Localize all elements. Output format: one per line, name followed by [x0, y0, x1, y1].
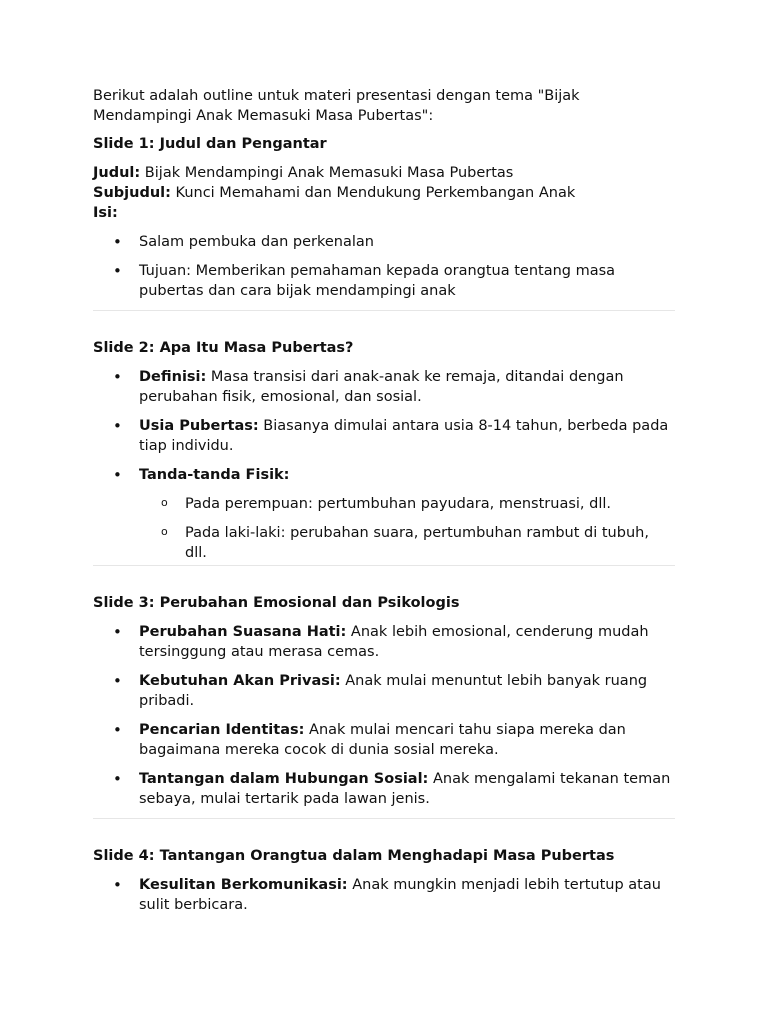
list-item: • Pencarian Identitas: Anak mulai mencari tahu siapa mereka dan bagaimana mereka cocok di dunia sosial mereka. [93, 720, 675, 760]
slide-1-heading: Slide 1: Judul dan Pengantar [93, 136, 327, 152]
list-item: • Kebutuhan Akan Privasi: Anak mulai menuntut lebih banyak ruang pribadi. [93, 671, 675, 711]
section-divider [93, 818, 675, 819]
slide-1-list [93, 232, 675, 301]
slide-3-list [93, 622, 675, 809]
slide-2-list [93, 367, 675, 563]
slide-2-section [93, 338, 675, 563]
slide-1-section [93, 134, 675, 301]
judul-label: Judul: [93, 165, 141, 181]
list-item: • Kesulitan Berkomunikasi: Anak mungkin menjadi lebih tertutup atau sulit berbicara. [93, 875, 675, 915]
sub-list-item: o Pada laki-laki: perubahan suara, pertumbuhan rambut di tubuh, dll. [139, 523, 675, 563]
judul-line [93, 163, 675, 183]
section-divider [93, 310, 675, 311]
slide-3-heading: Slide 3: Perubahan Emosional dan Psikologis [93, 595, 460, 611]
list-item: • Salam pembuka dan perkenalan [93, 232, 675, 252]
subjudul-value: Kunci Memahami dan Mendukung Perkembangan Anak [170, 185, 576, 201]
isi-line [93, 203, 675, 223]
list-item: • Tanda-tanda Fisik: o Pada perempuan: pertumbuhan payudara, menstruasi, dll. o Pada laki-laki: perubahan suara, pertumbuhan rambut di tubuh, dll. [93, 465, 675, 563]
intro-paragraph: Berikut adalah outline untuk materi presentasi dengan tema "Bijak Mendampingi Anak Memasuki Masa Pubertas": [93, 88, 580, 124]
list-item: • Definisi: Masa transisi dari anak-anak ke remaja, ditandai dengan perubahan fisik, emosional, dan sosial. [93, 367, 675, 407]
slide-1-meta [93, 163, 675, 223]
sub-list-item: o Pada perempuan: pertumbuhan payudara, menstruasi, dll. [139, 494, 675, 514]
judul-value: Bijak Mendampingi Anak Memasuki Masa Pubertas [140, 165, 514, 181]
slide-2-heading: Slide 2: Apa Itu Masa Pubertas? [93, 340, 354, 356]
list-item: • Perubahan Suasana Hati: Anak lebih emosional, cenderung mudah tersinggung atau merasa cemas. [93, 622, 675, 662]
subjudul-line [93, 183, 675, 203]
slide-4-section [93, 846, 675, 915]
document-page [93, 86, 675, 924]
list-item: • Tantangan dalam Hubungan Sosial: Anak mengalami tekanan teman sebaya, mulai tertarik pada lawan jenis. [93, 769, 675, 809]
subjudul-label: Subjudul: [93, 185, 171, 201]
isi-label: Isi: [93, 205, 118, 221]
section-divider [93, 565, 675, 566]
slide-4-heading: Slide 4: Tantangan Orangtua dalam Menghadapi Masa Pubertas [93, 848, 615, 864]
slide-3-section [93, 593, 675, 809]
slide-4-list [93, 875, 675, 915]
list-item: • Tujuan: Memberikan pemahaman kepada orangtua tentang masa pubertas dan cara bijak mendampingi anak [93, 261, 675, 301]
list-item: • Usia Pubertas: Biasanya dimulai antara usia 8-14 tahun, berbeda pada tiap individu. [93, 416, 675, 456]
sub-list [139, 494, 675, 563]
